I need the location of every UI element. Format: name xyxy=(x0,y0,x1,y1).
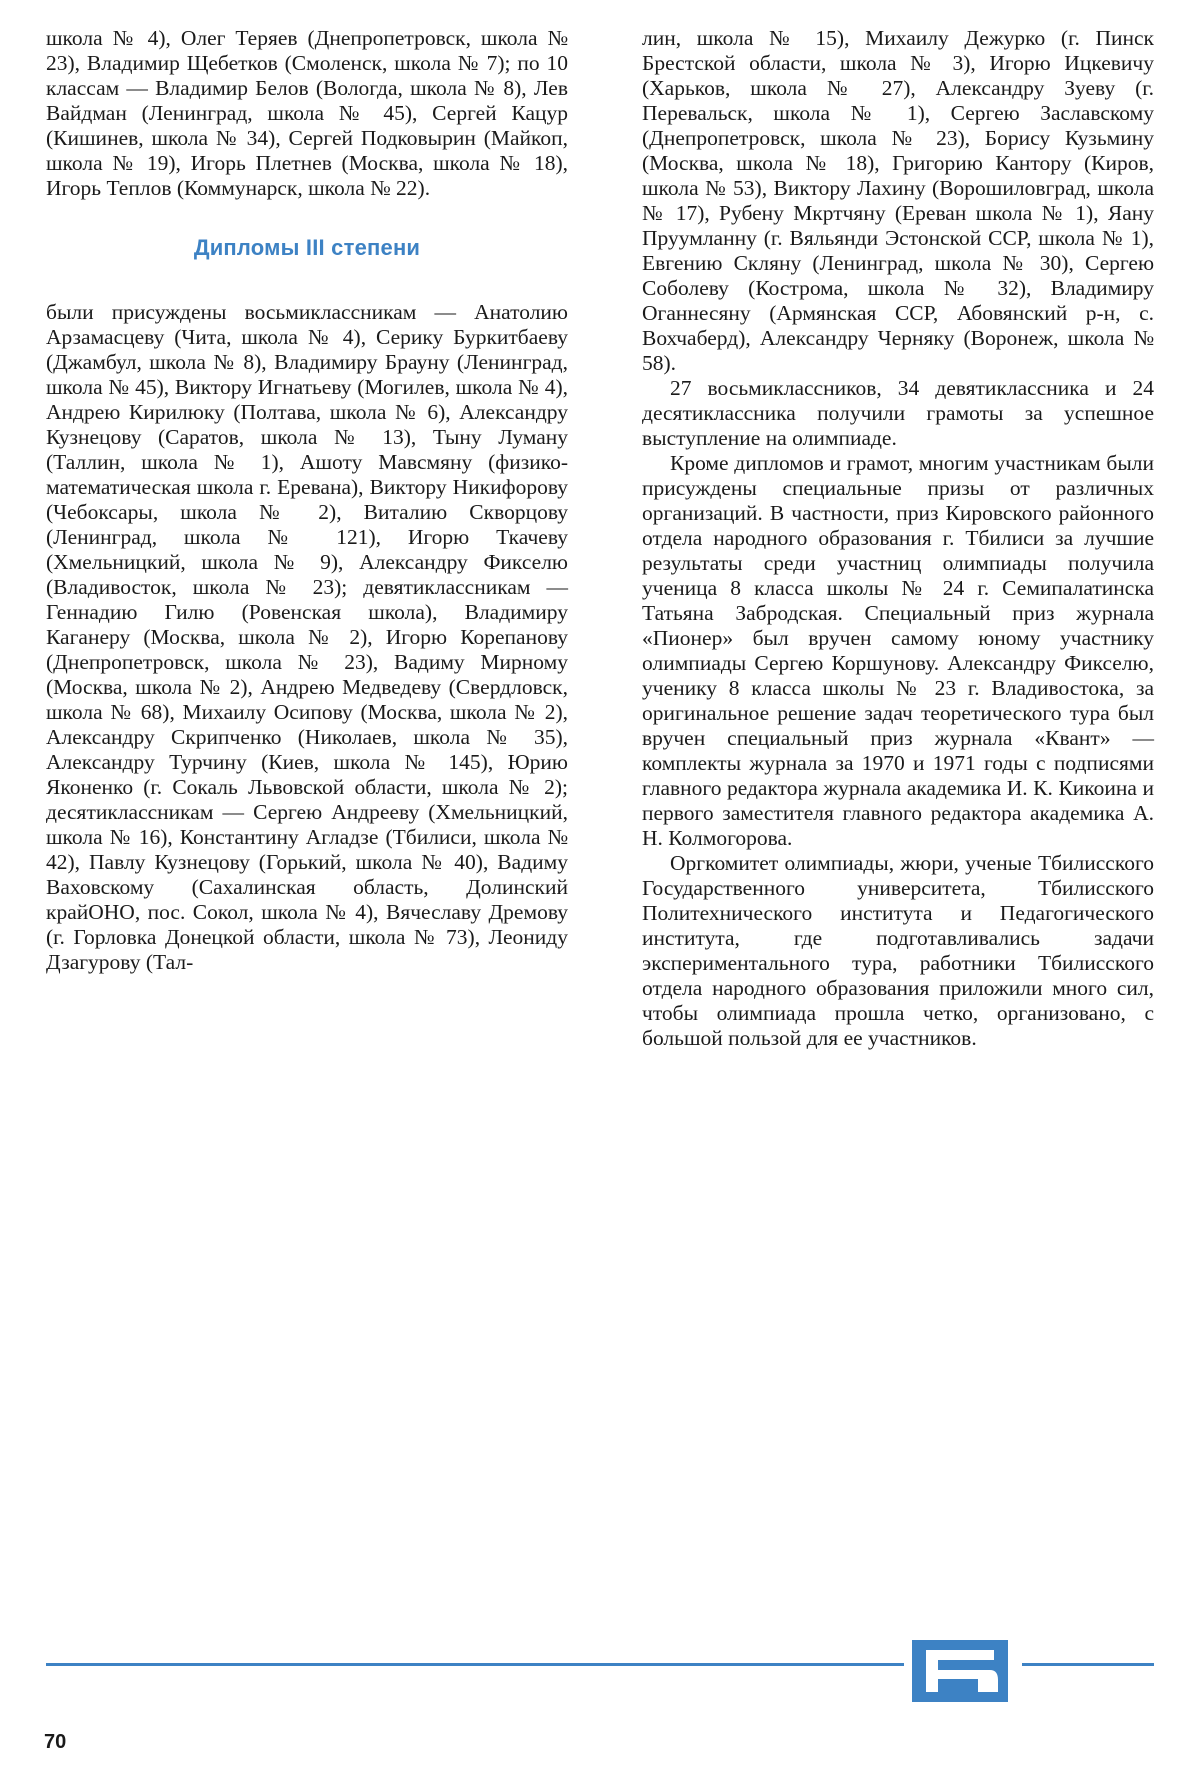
paragraph: Оргкомитет олимпиады, жюри, ученые Тбилисского Государственного университета, Тбилисского Политехнического института и Педагогического института, где подготавливались задачи экспериментального тура, работники Тбилисского отдела народного образования приложили много сил, чтобы олимпиада прошла четко, организовано, с большой пользой для ее участников. xyxy=(642,851,1154,1050)
footer-rule-right xyxy=(1022,1663,1154,1666)
page-number: 70 xyxy=(44,1731,67,1753)
footer-rule-left xyxy=(46,1663,904,1666)
kvant-logo-icon xyxy=(912,1640,1008,1702)
paragraph: лин, школа № 15), Михаилу Дежурко (г. Пинск Брестской области, школа № 3), Игорю Ицкевичу (Харьков, школа № 27), Александру Зуеву (г. Перевальск, школа № 1), Сергею Заславскому (Днепропетровск, школа № 23), Борису Кузьмину (Москва, школа № 18), Григорию Кантору (Киров, школа № 53), Виктору Лахину (Ворошиловград, школа № 17), Рубену Мкртчяну (Ереван школа № 1), Яану Пруумланну (г. Вяльянди Эстонской ССР, школа № 1), Евгению Скляну (Ленинград, школа № 30), Сергею Соболеву (Кострома, школа № 32), Владимиру Оганнесяну (Армянская ССР, Абовянский р-н, с. Вохчаберд), Александру Черняку (Воронеж, школа № 58). xyxy=(642,26,1154,375)
paragraph: были присуждены восьмиклассникам — Анатолию Арзамасцеву (Чита, школа № 4), Серику Буркитбаеву (Джамбул, школа № 8), Владимиру Брауну (Ленинград, школа № 45), Виктору Игнатьеву (Могилев, школа № 4), Андрею Кирилюку (Полтава, школа № 6), Александру Кузнецову (Саратов, школа № 13), Тыну Луману (Таллин, школа № 1), Ашоту Мавсмяну (физико-математическая школа г. Еревана), Виктору Никифорову (Чебоксары, школа № 2), Виталию Скворцову (Ленинград, школа № 121), Игорю Ткачеву (Хмельницкий, школа № 9), Александру Фикселю (Владивосток, школа № 23); девятиклассникам — Геннадию Гилю (Ровенская школа), Владимиру Каганеру (Москва, школа № 2), Игорю Корепанову (Днепропетровск, школа № 23), Вадиму Мирному (Москва, школа № 2), Андрею Медведеву (Свердловск, школа № 68), Михаилу Осипову (Москва, школа № 2), Александру Скрипченко (Николаев, школа № 35), Александру Турчину (Киев, школа № 145), Юрию Яконенко (г. Сокаль Львовской области, школа № 2); десятиклассникам — Сергею Андрееву (Хмельницкий, школа № 16), Константину Агладзе (Тбилиси, школа № 42), Павлу Кузнецову (Горький, школа № 40), Вадиму Ваховскому (Сахалинская область, Долинский крайОНО, пос. Сокол, школа № 4), Вячеславу Дремову (г. Горловка Донецкой области, школа № 73), Леониду Дзагурову (Тал- xyxy=(46,300,568,974)
right-column xyxy=(642,26,1154,1051)
paragraph: Кроме дипломов и грамот, многим участникам были присуждены специальные призы от различных организаций. В частности, приз Кировского районного отдела народного образования г. Тбилиси за лучшие результаты среди участниц олимпиады получила ученица 8 класса школы № 24 г. Семипалатинска Татьяна Забродская. Специальный приз журнала «Пионер» был вручен самому юному участнику олимпиады Сергею Коршунову. Александру Фикселю, ученику 8 класса школы № 23 г. Владивостока, за оригинальное решение задач теоретического тура был вручен специальный приз журнала «Квант» — комплекты журнала за 1970 и 1971 годы с подписями главного редактора журнала академика И. К. Кикоина и первого заместителя главного редактора академика А. Н. Колмогорова. xyxy=(642,451,1154,850)
left-column xyxy=(46,26,568,975)
paragraph: школа № 4), Олег Теряев (Днепропетровск, школа № 23), Владимир Щебетков (Смоленск, школа № 7); по 10 классам — Владимир Белов (Вологда, школа № 8), Лев Вайдман (Ленинград, школа № 45), Сергей Кацур (Кишинев, школа № 34), Сергей Подковырин (Майкоп, школа № 19), Игорь Плетнев (Москва, школа № 18), Игорь Теплов (Коммунарск, школа № 22). xyxy=(46,26,568,200)
section-heading: Дипломы III степени xyxy=(193,235,421,260)
paragraph: 27 восьмиклассников, 34 девятиклассника и 24 десятиклассника получили грамоты за успешное выступление на олимпиаде. xyxy=(642,376,1154,450)
